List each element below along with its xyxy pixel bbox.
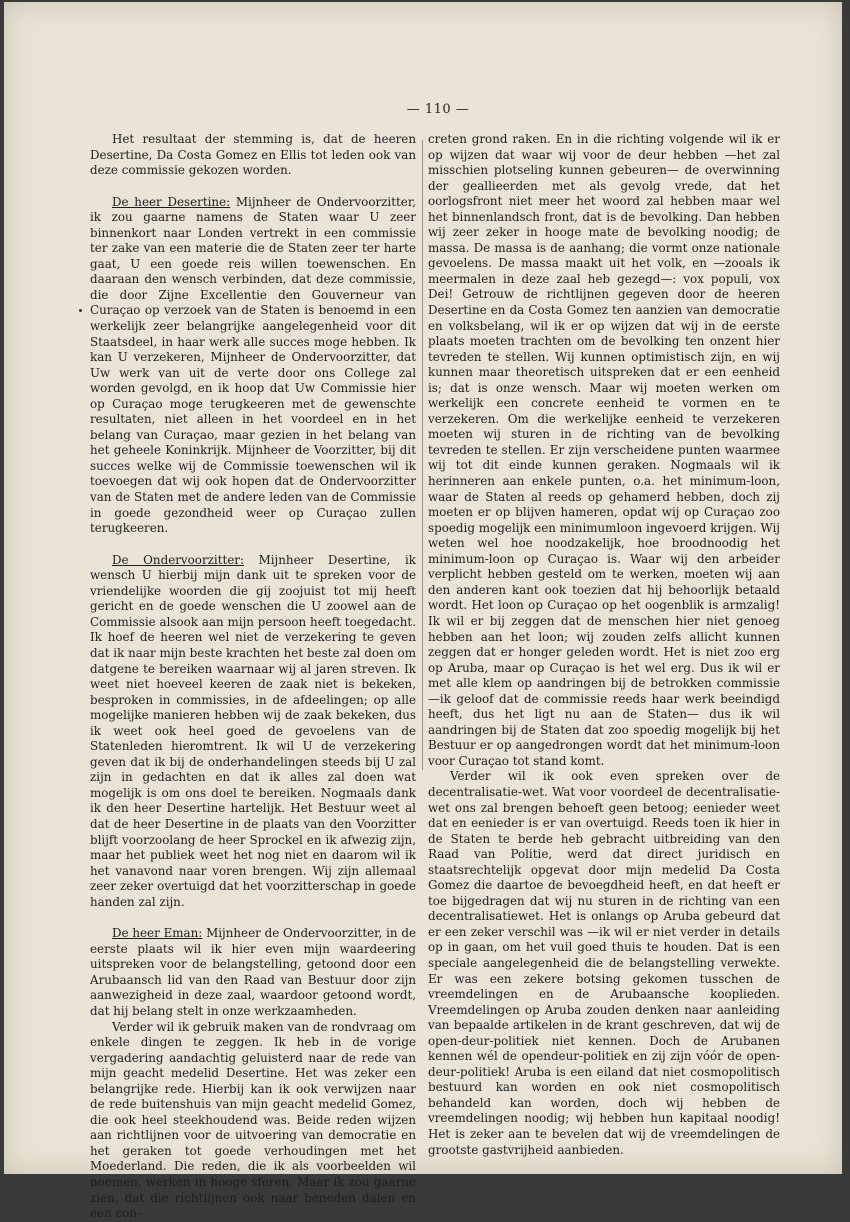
paragraph-text: Verder wil ik gebruik maken van de rondvraag om enkele dingen te zeggen. Ik heb in de vorige vergadering aandachtig geluisterd naar de rede van mijn geacht medelid Desertine. Het was zeker een belangrijke rede. Hierbij kan ik ook verwijzen naar de rede buitenshuis van mijn geacht medelid Gomez, die ook heel steekhoudend was. Beide reden wijzen aan richtlijnen voor de uitvoering van democratie en het geraken tot goede verhoudingen met het Moederland. Die reden, die ik als voorbeelden wil noemen, werken in hooge sferen. Maar ik zou gaarne zien, dat die richtlijnen ook naar beneden dalen en een con- bbox=[90, 1019, 416, 1221]
paragraph-desertine bbox=[90, 195, 416, 537]
paragraph-continuation bbox=[428, 132, 780, 769]
paragraph-text: Mijnheer de Ondervoorzitter, in de eerste plaats wil ik hier even mijn waardeering uitspreken voor de belangstelling, getoond door een Arubaansch lid van den Raad van Bestuur door zijn aanwezigheid in deze zaal, waardoor getoond wordt, dat hij belang stelt in onze werkzaamheden. bbox=[90, 926, 416, 1018]
paragraph-text: Mijnheer Desertine, ik wensch U hierbij mijn dank uit te spreken voor de vriendelijke woorden die gij zoojuist tot mij heeft gericht en de goede wenschen die U zoowel aan de Commissie alsook aan mijn persoon heeft toegedacht. Ik hoef de heeren wel niet de verzekering te geven dat ik naar mijn beste krachten het beste zal doen om datgene te bereiken waarnaar wij al jaren streven. Ik weet niet hoeveel keeren de zaak niet is bekeken, besproken in commissies, in de afdeelingen; op alle mogelijke manieren hebben wij de zaak bekeken, dus ik weet ook heel goed de gevoelens van de Statenleden hieromtrent. Ik wil U de verzekering geven dat ik bij de onderhandelingen steeds bij U zal zijn in gedachten en dat ik alles zal doen wat mogelijk is om ons doel te bereiken. Nogmaals dank ik den heer Desertine hartelijk. Het Bestuur weet al dat de heer Desertine in de plaats van den Voorzitter blijft voorzoolang de heer Sprockel en ik afwezig zijn, maar het publiek weet het nog niet en daarom wil ik het vanavond naar voren brengen. Wij zijn allemaal zeer zeker overtuigd dat het voorzitterschap in goede handen zal zijn. bbox=[90, 552, 416, 909]
column-divider bbox=[422, 140, 423, 770]
left-column bbox=[90, 132, 416, 1222]
speaker-name: De heer Eman: bbox=[112, 926, 203, 941]
paragraph-result bbox=[90, 132, 416, 179]
speaker-name: De heer Desertine: bbox=[112, 194, 231, 209]
paragraph-eman bbox=[90, 926, 416, 1019]
paragraph-eman-continued bbox=[90, 1020, 416, 1222]
paragraph-decentralisatie bbox=[428, 769, 780, 1158]
page-number: — 110 — bbox=[406, 102, 470, 117]
paragraph-text: Mijnheer de Ondervoorzitter, ik zou gaarne namens de Staten waar U zeer binnenkort naar Londen vertrekt in een commissie ter zake van een materie die de Staten zeer ter harte gaat, U een goede reis willen toewenschen. En daaraan den wensch verbinden, dat deze commissie, die door Zijne Excellentie den Gouverneur van Curaçao op verzoek van de Staten is benoemd in een werkelijk zeer belangrijke aangelegenheid voor dit Staatsdeel, in haar werk alle succes moge hebben. Ik kan U verzekeren, Mijnheer de Ondervoorzitter, dat Uw werk van uit de verte door ons College zal worden gevolgd, en ik hoop dat Uw Commissie hier op Curaçao moge terugkeeren met de gewenschte resultaten, niet alleen in het voordeel en in het belang van Curaçao, maar gezien in het belang van het geheele Koninkrijk. Mijnheer de Voorzitter, bij dit succes welke wij de Commissie toewenschen wil ik toevoegen dat wij ook hopen dat de Ondervoorzitter van de Staten met de andere leden van de Commissie in goede gezondheid weer op Curaçao zullen terugkeeren. bbox=[90, 194, 416, 536]
margin-mark bbox=[79, 309, 82, 312]
scanned-page bbox=[4, 2, 842, 1221]
paragraph-text: Het resultaat der stemming is, dat de heeren Desertine, Da Costa Gomez en Ellis tot leden ook van deze commissie gekozen worden. bbox=[90, 132, 416, 178]
paragraph-text: Verder wil ik ook even spreken over de decentralisatie-wet. Wat voor voordeel de decentralisatie-wet ons zal brengen behoeft geen betoog; eenieder weet dat en eenieder is er van overtuigd. Reeds toen ik hier in de Staten te berde heb gebracht uitbreiding van den Raad van Politie, werd dat direct juridisch en staatsrechtelijk opgevat door mijn medelid Da Costa Gomez die daartoe de bevoegdheid heeft, en dat heeft er toe bijgedragen dat wij nu sturen in de richting van een decentralisatiewet. Het is onlangs op Aruba gebeurd dat er een zeker verschil was —ik wil er niet verder in details op in gaan, om het vuil goed thuis te houden. Dat is een speciale aangelegenheid die de belangstelling verwekte. Er was een zekere botsing gekomen tusschen de vreemdelingen en de Arubaansche kooplieden. Vreemdelingen op Aruba zouden denken naar aanleiding van bepaalde artikelen in de krant geschreven, dat wij de open-deur-politiek niet kennen. Doch de Arubanen kennen wél de opendeur-politiek en zij zijn vóór de open-deur-politiek! Aruba is een eiland dat niet cosmopolitisch bestuurd kan worden en ook niet cosmopolitisch behandeld kan worden, doch wij hebben de vreemdelingen noodig; wij hebben hun kapitaal noodig! Het is zeker aan te bevelen dat wij de vreemdelingen de grootste gastvrijheid aanbieden. bbox=[428, 769, 780, 1157]
speaker-name: De Ondervoorzitter: bbox=[112, 552, 244, 567]
paragraph-text: creten grond raken. En in die richting volgende wil ik er op wijzen dat waar wij voor de deur hebben —het zal misschien plotseling kunnen gebeuren— de overwinning der geallieerden met als gevolg vrede, dat het oorlogsfront niet meer het woord zal hebben maar wel het binnenlandsch front, dat is de bevolking. Dan hebben wij zeer zeker in hooge mate de bevolking noodig; de massa. De massa is de aanhang; die vormt onze nationale gevoelens. De massa maakt uit het volk, en —zooals ik meermalen in deze zaal heb gezegd—: vox populi, vox Dei! Getrouw de richtlijnen gegeven door de heeren Desertine en da Costa Gomez ten aanzien van democratie en volksbelang, wil ik er op wijzen dat wij in de eerste plaats moeten trachten om de bevolking ten onzent hier tevreden te stellen. Wij kunnen optimistisch zijn, en wij kunnen maar theoretisch uitspreken dat er een eenheid is; dat is onze wensch. Maar wij moeten werken om werkelijk een concrete eenheid te vormen en te verzekeren. Om die werkelijke eenheid te verzekeren moeten wij sturen in de richting van de bevolking tevreden te stellen. Er zijn verscheidene punten waarmee wij tot dit einde kunnen geraken. Nogmaals wil ik herinneren aan enkele punten, o.a. het minimum-loon, waar de Staten al reeds op gehamerd hebben, doch zij moeten er op blijven hameren, opdat wij op Curaçao zoo spoedig mogelijk een minimumloon ingevoerd krijgen. Wij weten wel hoe noodzakelijk, hoe broodnoodig het minimum-loon op Curaçao is. Waar wij den arbeider verplicht hebben gesteld om te werken, moeten wij aan den anderen kant ook toezien dat hij behoorlijk betaald wordt. Het loon op Curaçao op het oogenblik is armzalig! Ik wil er bij zeggen dat de menschen hier niet genoeg hebben aan het loon; wij zouden zelfs allicht kunnen zeggen dat er honger geleden wordt. Het is niet zoo erg op Aruba, maar op Curaçao is het wel erg. Dus ik wil er met alle klem op aandringen bij de betrokken commissie —ik geloof dat de commissie reeds haar werk beeindigd heeft, dus het ligt nu aan de Staten— dus ik wil aandringen bij de Staten dat zoo spoedig mogelijk bij het Bestuur er op aangedrongen wordt dat het minimum-loon voor Curaçao tot stand komt. bbox=[428, 132, 780, 768]
right-column bbox=[428, 132, 780, 1158]
paragraph-ondervoorzitter bbox=[90, 553, 416, 911]
